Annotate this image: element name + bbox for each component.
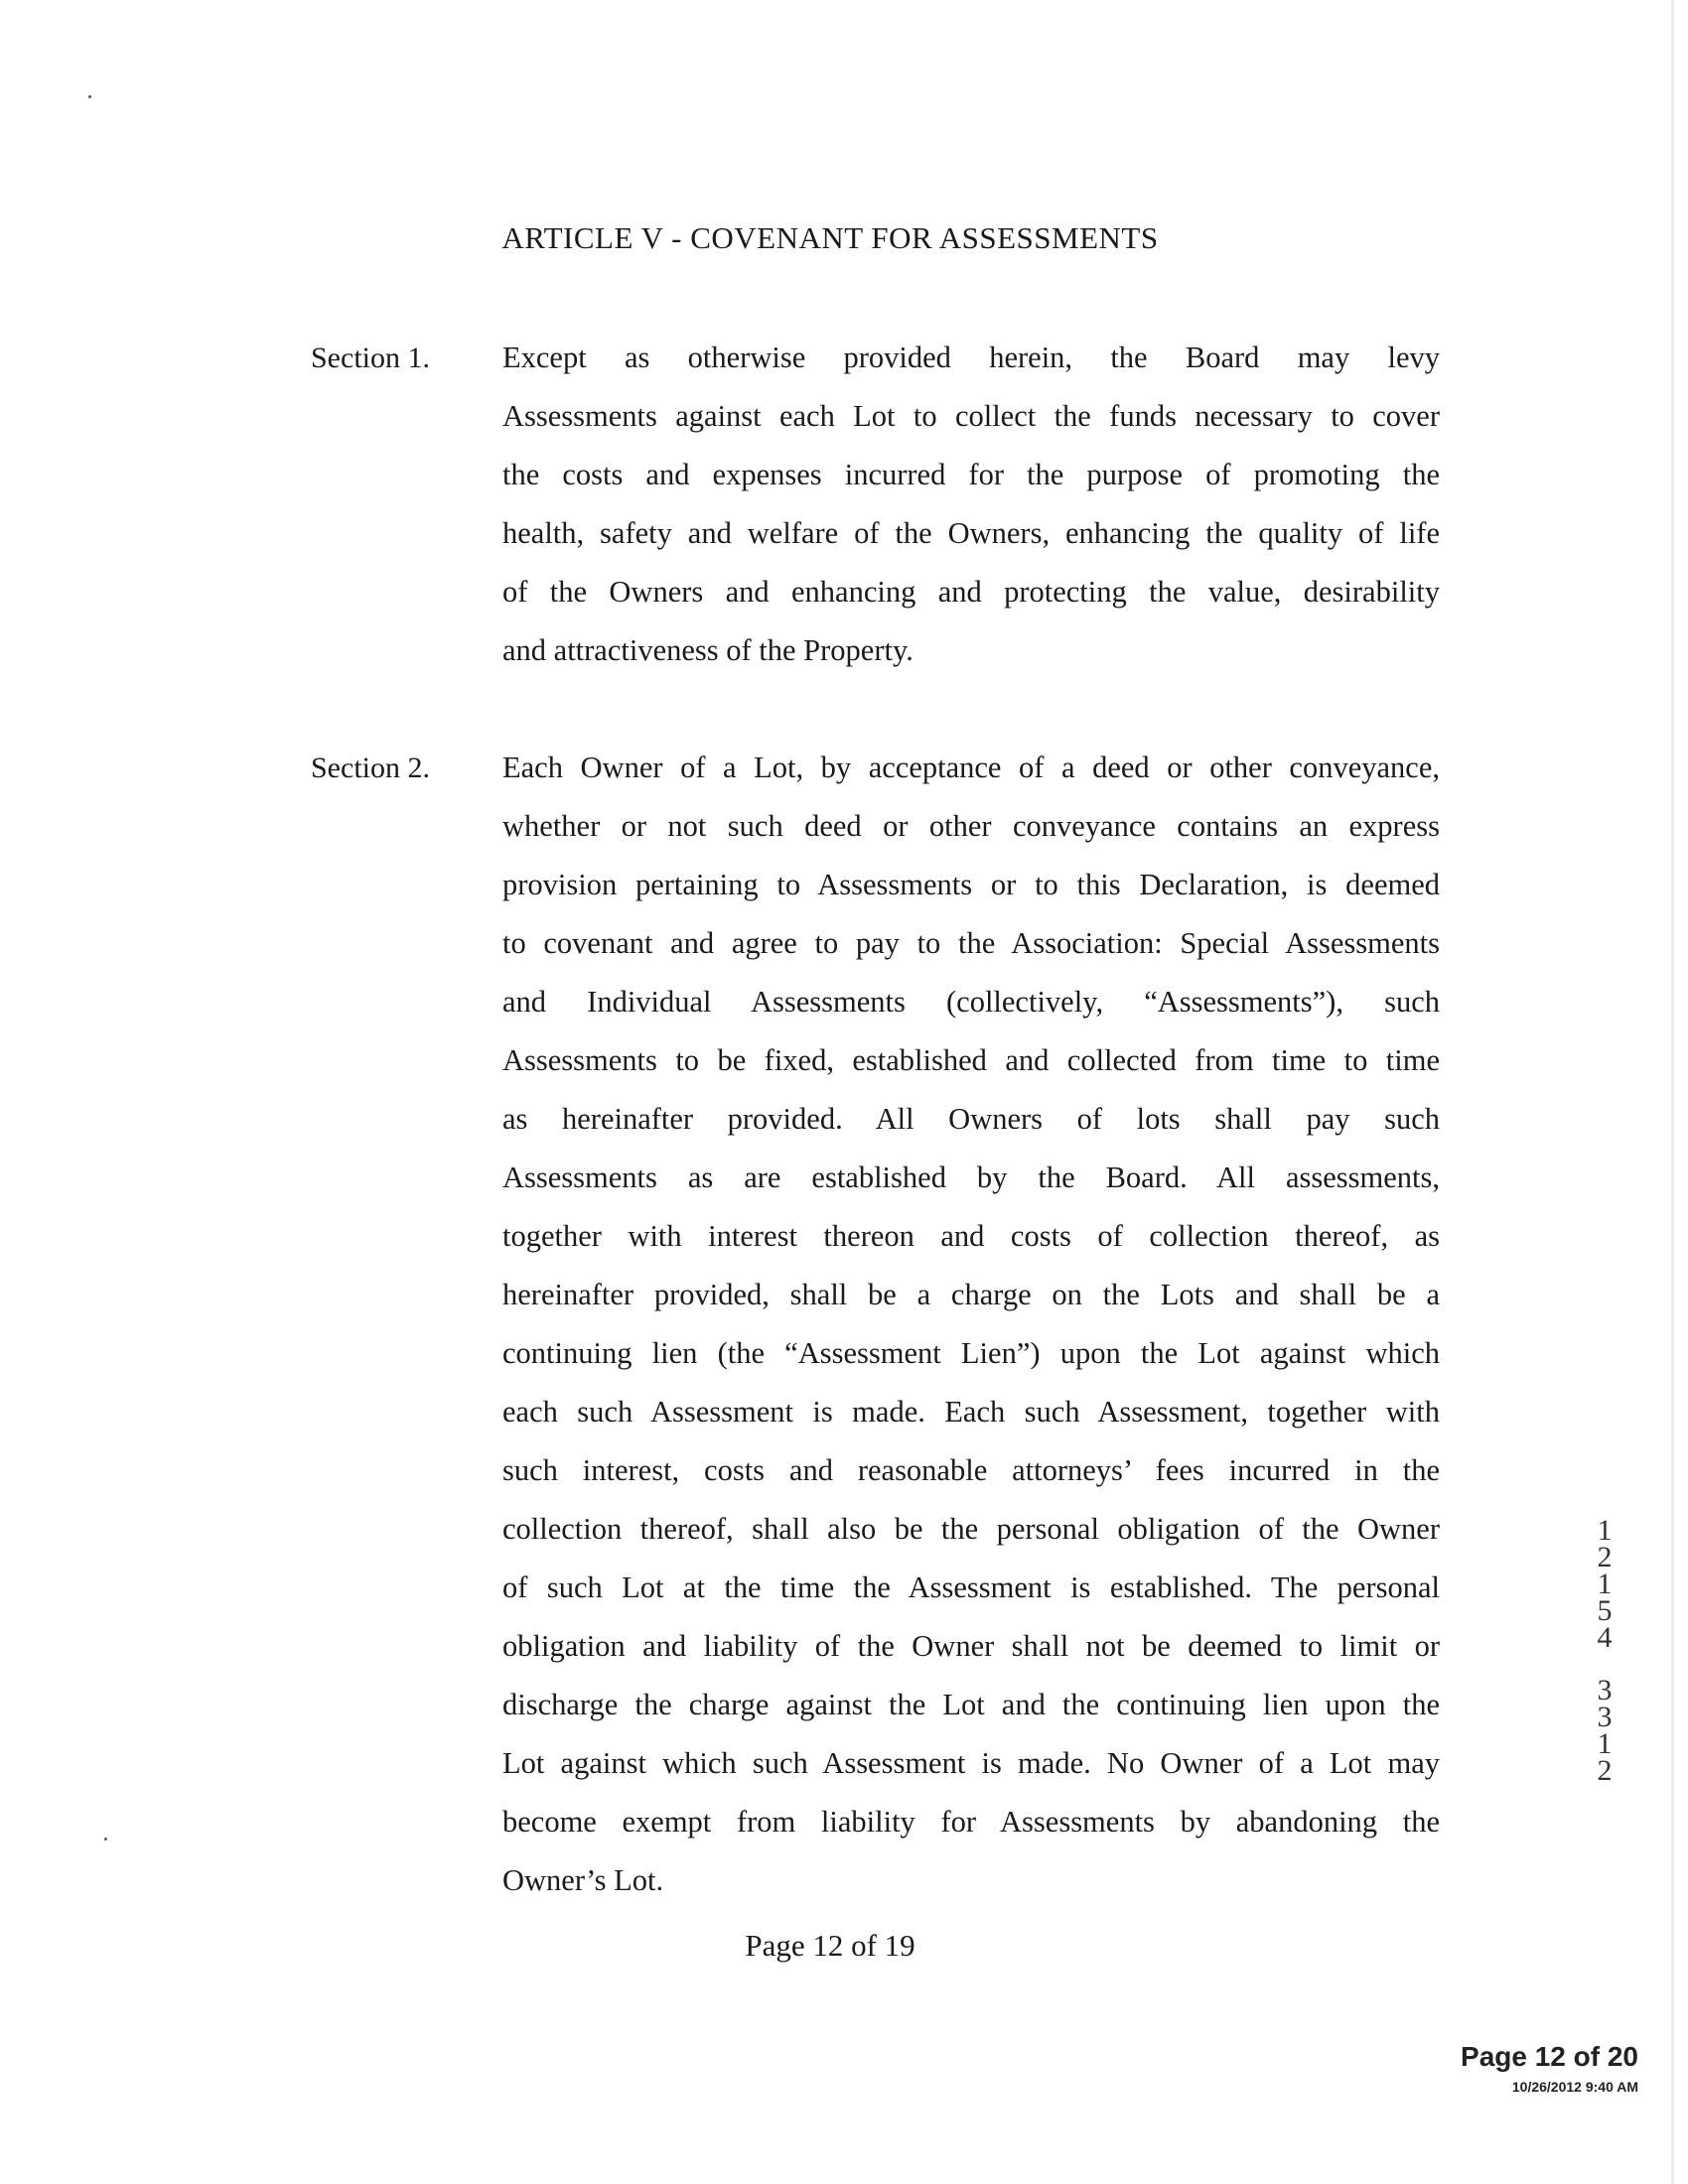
- scan-edge-shadow: [1671, 0, 1674, 2184]
- section-2-line: as hereinafter provided. All Owners of lots shall pay such: [502, 1102, 1440, 1136]
- section-2-line: whether or not such deed or other conveyance contains an express: [502, 809, 1440, 843]
- section-2-line: Lot against which such Assessment is made. No Owner of a Lot may: [502, 1746, 1440, 1780]
- margin-digit: 1: [1597, 1727, 1613, 1760]
- article-title: ARTICLE V - COVENANT FOR ASSESSMENTS: [501, 220, 1159, 255]
- section-1-line: and attractiveness of the Property.: [502, 633, 914, 667]
- margin-document-number: [1585, 1514, 1624, 1787]
- section-2-line: become exempt from liability for Assessments by abandoning the: [502, 1805, 1440, 1839]
- recorder-timestamp: 10/26/2012 9:40 AM: [1511, 2079, 1638, 2095]
- section-1-line: Assessments against each Lot to collect the funds necessary to cover: [502, 399, 1440, 433]
- scan-speck: [88, 95, 91, 98]
- section-2-body: [502, 739, 1440, 1910]
- margin-digit: 2: [1597, 1754, 1613, 1787]
- scan-speck: [104, 1838, 107, 1841]
- margin-digit: 1: [1597, 1514, 1613, 1547]
- section-2-label: Section 2.: [311, 751, 430, 784]
- section-2-line: Each Owner of a Lot, by acceptance of a deed or other conveyance,: [502, 751, 1440, 784]
- section-2-line: each such Assessment is made. Each such Assessment, together with: [502, 1395, 1440, 1429]
- section-2-line: to covenant and agree to pay to the Association: Special Assessments: [502, 926, 1440, 960]
- section-1-body: [502, 329, 1440, 680]
- margin-digit: 2: [1597, 1541, 1613, 1573]
- section-2-line: Owner’s Lot.: [502, 1863, 664, 1897]
- section-2-line: such interest, costs and reasonable attorneys’ fees incurred in the: [502, 1453, 1440, 1487]
- margin-digit: 3: [1597, 1701, 1613, 1733]
- section-1-line: health, safety and welfare of the Owners, enhancing the quality of life: [502, 516, 1440, 550]
- section-2-line: Assessments as are established by the Board. All assessments,: [502, 1160, 1440, 1194]
- section-2-line: discharge the charge against the Lot and the continuing lien upon the: [502, 1688, 1440, 1721]
- section-2-line: provision pertaining to Assessments or to this Declaration, is deemed: [502, 868, 1440, 901]
- section-2-line: and Individual Assessments (collectively, “Assessments”), such: [502, 985, 1440, 1019]
- section-2-line: of such Lot at the time the Assessment is established. The personal: [502, 1570, 1440, 1604]
- margin-digit: 1: [1597, 1568, 1613, 1600]
- section-1-line: the costs and expenses incurred for the purpose of promoting the: [502, 458, 1440, 491]
- section-2-line: hereinafter provided, shall be a charge on the Lots and shall be a: [502, 1278, 1440, 1311]
- recorder-page-count: Page 12 of 20: [1461, 2041, 1638, 2072]
- margin-digit: 5: [1597, 1594, 1613, 1627]
- section-1-line: of the Owners and enhancing and protecting the value, desirability: [502, 575, 1440, 609]
- section-1-line: Except as otherwise provided herein, the Board may levy: [502, 341, 1440, 374]
- section-2-line: obligation and liability of the Owner shall not be deemed to limit or: [502, 1629, 1440, 1663]
- section-2-line: continuing lien (the “Assessment Lien”) upon the Lot against which: [502, 1336, 1440, 1370]
- section-2-line: collection thereof, shall also be the personal obligation of the Owner: [502, 1512, 1440, 1546]
- page-number: Page 12 of 19: [745, 1928, 915, 1963]
- margin-digit: 4: [1597, 1621, 1613, 1654]
- section-1-label: Section 1.: [311, 341, 430, 374]
- margin-digit: 3: [1597, 1674, 1613, 1706]
- section-2-line: together with interest thereon and costs of collection thereof, as: [502, 1219, 1440, 1253]
- section-2-line: Assessments to be fixed, established and collected from time to time: [502, 1043, 1440, 1077]
